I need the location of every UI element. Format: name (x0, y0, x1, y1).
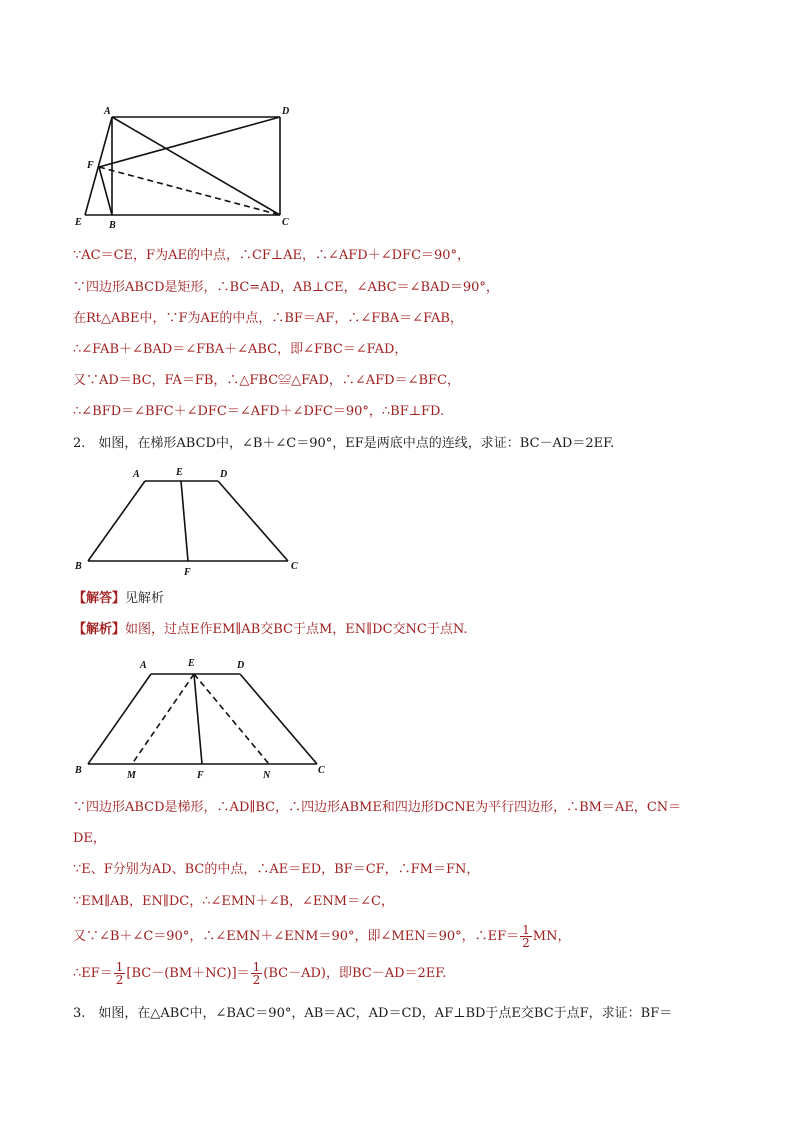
proof1-line-4: ∴∠FAB＋∠BAD＝∠FBA＋∠ABC，即∠FBC＝∠FAD， (73, 342, 408, 357)
analysis-tag: 【解析】 (73, 622, 126, 637)
label-A: A (104, 106, 111, 117)
fraction-one-half: $\frac{1}{2}$ (252, 960, 261, 987)
label-F: F (87, 160, 94, 171)
proof1-line-5: 又∵AD＝BC，FA＝FB，∴△FBC≌△FAD，∴∠AFD＝∠BFC， (73, 373, 460, 388)
label-C: C (291, 561, 298, 572)
label-A: A (140, 660, 147, 671)
label-E: E (188, 658, 195, 669)
proof2-line-6-start: ∴EF＝ (73, 966, 113, 981)
label-B: B (75, 561, 82, 572)
label-D: D (282, 106, 290, 117)
label-C: C (282, 217, 289, 228)
proof2-line-1: ∵四边形ABCD是梯形，∴AD∥BC，∴四边形ABME和四边形DCNE为平行四边形，∴BM＝AE，CN＝ (73, 800, 682, 815)
label-F: F (184, 567, 191, 578)
analysis-line (73, 622, 754, 638)
proof2-line-6-end: (BC－AD)，即BC－AD＝2EF. (263, 966, 447, 981)
figure-rectangle (70, 100, 300, 235)
label-B: B (75, 765, 82, 776)
proof2-line-4: ∵EM∥AB，EN∥DC，∴∠EMN＋∠B，∠ENM＝∠C， (73, 894, 394, 909)
proof2-line-3: ∵E、F分别为AD、BC的中点，∴AE＝ED，BF＝CF，∴FM＝FN， (73, 862, 480, 877)
proof2-line-2: DE， (73, 831, 106, 846)
proof1-line-2: ∵四边形ABCD是矩形，∴BC=AD，AB⊥CE，∠ABC＝∠BAD＝90°， (73, 280, 499, 295)
label-E: E (75, 217, 82, 228)
label-D: D (220, 469, 228, 480)
proof2-line-5 (73, 924, 754, 949)
fraction-one-half: $\frac{1}{2}$ (115, 960, 124, 987)
label-D: D (237, 660, 245, 671)
label-M: M (127, 770, 136, 781)
proof1-line-1: ∵AC＝CE，F为AE的中点，∴CF⊥AE，∴∠AFD＋∠DFC＝90°， (73, 248, 471, 263)
proof2-line-5-end: MN， (532, 929, 571, 944)
question-3: 3. 如图，在△ABC中，∠BAC＝90°，AB＝AC，AD＝CD，AF⊥BD于点E交BC于点F，求证：BF＝ (73, 1006, 673, 1021)
question-2: 2. 如图，在梯形ABCD中，∠B＋∠C＝90°，EF是两底中点的连线，求证：BC－AD＝2EF. (73, 436, 615, 451)
proof2-line-6-mid: [BC－(BM＋NC)]＝ (126, 966, 250, 981)
label-C: C (318, 765, 325, 776)
proof2-line-6 (73, 961, 754, 986)
figure-trapezoid-construction (72, 652, 342, 782)
label-E: E (176, 467, 183, 478)
answer-tag: 【解答】 (73, 591, 126, 606)
answer-line (73, 591, 754, 607)
fraction-one-half: $\frac{1}{2}$ (522, 923, 530, 950)
label-A: A (133, 469, 140, 480)
answer-text: 见解析 (125, 591, 165, 606)
proof1-line-3: 在Rt△ABE中，∵F为AE的中点，∴BF＝AF，∴∠FBA＝∠FAB， (73, 311, 463, 326)
label-F: F (197, 770, 204, 781)
proof1-line-6: ∴∠BFD＝∠BFC＋∠DFC＝∠AFD＋∠DFC＝90°，∴BF⊥FD. (73, 404, 445, 419)
analysis-text: 如图，过点E作EM∥AB交BC于点M，EN∥DC交NC于点N. (125, 622, 468, 637)
label-N: N (263, 770, 271, 781)
label-B: B (109, 220, 116, 231)
figure-trapezoid (72, 465, 312, 580)
proof2-line-5-text: 又∵∠B＋∠C＝90°，∴∠EMN＋∠ENM＝90°，即∠MEN＝90°，∴EF＝ (73, 929, 520, 944)
